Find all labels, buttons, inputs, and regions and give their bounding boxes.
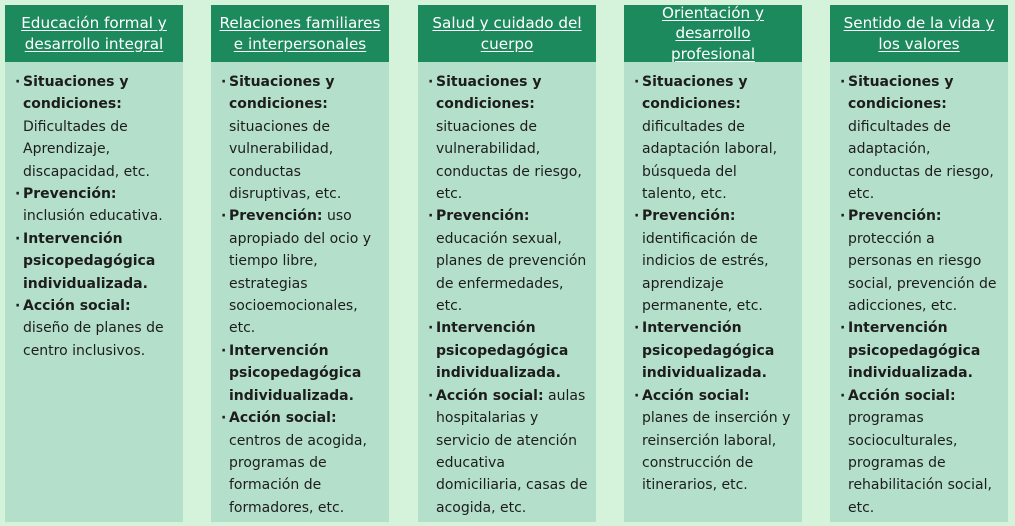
entry-text: protección a personas en riesgo social, prevención de adicciones, etc. — [848, 230, 997, 315]
entry-situaciones — [634, 71, 794, 205]
entry-label: Intervención psicopedagógica individualizada. — [23, 230, 156, 292]
entry-label: Situaciones y condiciones: — [229, 74, 335, 113]
entry-accion-social — [15, 295, 175, 362]
entry-label: Intervención psicopedagógica individualizada. — [436, 320, 569, 382]
entry-label: Intervención psicopedagógica individualizada. — [229, 342, 362, 404]
column-body — [5, 62, 183, 362]
entry-label: Situaciones y condiciones: — [436, 74, 542, 113]
entry-text: centros de acogida, programas de formación de formadores, etc. — [229, 432, 367, 516]
column-body — [211, 62, 389, 519]
entry-label: Acción social: — [436, 387, 544, 404]
entry-prevencion — [15, 183, 175, 228]
entry-text: situaciones de vulnerabilidad, conductas disruptivas, etc. — [229, 118, 342, 203]
entry-text: diseño de planes de centro inclusivos. — [23, 320, 164, 359]
entry-text: inclusión educativa. — [23, 208, 163, 225]
entry-text: Dificultades de Aprendizaje, discapacidad, etc. — [23, 118, 150, 180]
entry-prevencion — [428, 205, 588, 317]
entry-accion-social — [840, 385, 1000, 519]
entry-prevencion — [840, 205, 1000, 317]
entry-intervencion — [840, 317, 1000, 384]
entry-label: Situaciones y condiciones: — [848, 74, 954, 113]
entry-text: educación sexual, planes de prevención de enfermedades, etc. — [436, 230, 587, 315]
entry-label: Acción social: — [848, 387, 956, 404]
entry-label: Situaciones y condiciones: — [23, 74, 129, 113]
column-salud-cuidado — [418, 5, 596, 522]
entry-label: Intervención psicopedagógica individualizada. — [848, 320, 981, 382]
entry-label: Prevención: — [23, 186, 117, 203]
entry-prevencion — [221, 205, 381, 339]
entry-label: Acción social: — [23, 298, 131, 315]
entry-intervencion — [428, 317, 588, 384]
entry-situaciones — [15, 71, 175, 183]
column-orientacion-profesional — [624, 5, 802, 522]
entry-intervencion — [15, 228, 175, 295]
entry-text: aulas hospitalarias y servicio de atención educativa domiciliaria, casas de acogida, etc. — [436, 387, 588, 516]
column-title: Relaciones familiares e interpersonales — [211, 5, 389, 62]
entry-text: situaciones de vulnerabilidad, conductas de riesgo, etc. — [436, 118, 582, 203]
column-educacion-formal — [5, 5, 183, 522]
entry-text: planes de inserción y reinserción laboral, construcción de itinerarios, etc. — [642, 410, 791, 494]
column-relaciones-familiares — [211, 5, 389, 522]
entry-label: Intervención psicopedagógica individualizada. — [642, 320, 775, 382]
column-body — [418, 62, 596, 519]
entry-situaciones — [221, 71, 381, 205]
entry-label: Prevención: — [436, 208, 530, 225]
entry-situaciones — [840, 71, 1000, 205]
column-title: Salud y cuidado del cuerpo — [418, 5, 596, 62]
entry-label: Situaciones y condiciones: — [642, 74, 748, 113]
entry-label: Prevención: — [229, 208, 323, 225]
entry-text: programas socioculturales, programas de rehabilitación social, etc. — [848, 410, 992, 516]
column-title: Educación formal y desarrollo integral — [5, 5, 183, 62]
entry-label: Prevención: — [642, 208, 736, 225]
entry-accion-social — [428, 385, 588, 519]
column-body — [830, 62, 1008, 519]
entry-text: uso apropiado del ocio y tiempo libre, estrategias socioemocionales, etc. — [229, 208, 372, 337]
column-sentido-vida — [830, 5, 1008, 522]
entry-label: Prevención: — [848, 208, 942, 225]
entry-prevencion — [634, 205, 794, 317]
entry-text: dificultades de adaptación laboral, búsqueda del talento, etc. — [642, 118, 778, 203]
entry-text: identificación de indicios de estrés, aprendizaje permanente, etc. — [642, 230, 769, 315]
column-body — [624, 62, 802, 497]
entry-accion-social — [221, 407, 381, 519]
entry-intervencion — [221, 340, 381, 407]
entry-text: dificultades de adaptación, conductas de riesgo, etc. — [848, 118, 994, 203]
entry-label: Acción social: — [229, 410, 337, 427]
entry-accion-social — [634, 385, 794, 497]
column-title: Orientación y desarrollo profesional — [624, 5, 802, 62]
entry-intervencion — [634, 317, 794, 384]
entry-situaciones — [428, 71, 588, 205]
column-title: Sentido de la vida y los valores — [830, 5, 1008, 62]
entry-label: Acción social: — [642, 387, 750, 404]
